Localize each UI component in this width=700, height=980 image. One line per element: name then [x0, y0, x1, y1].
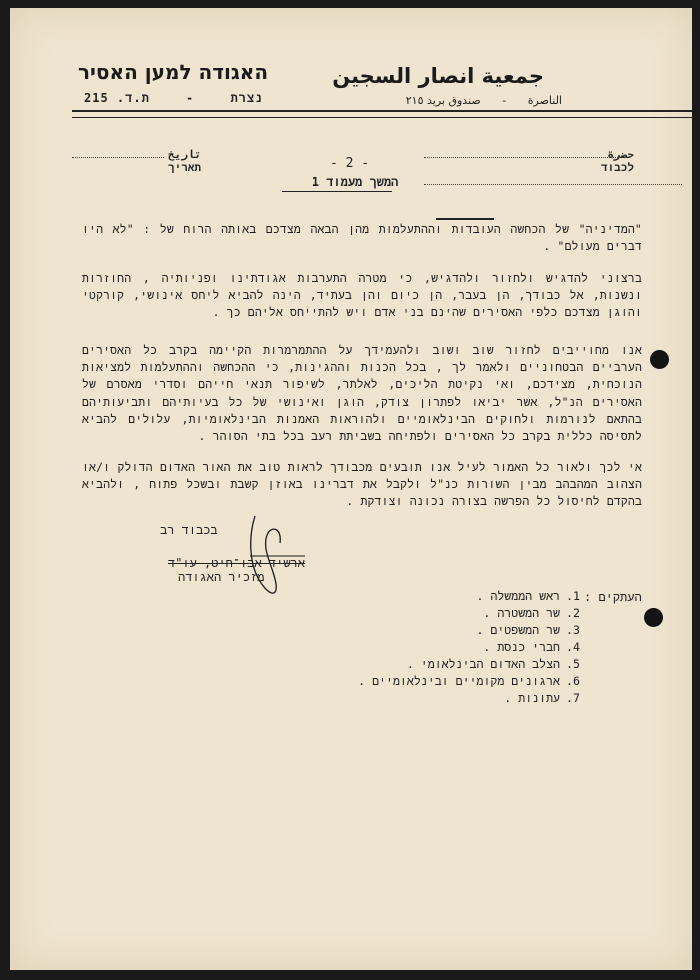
paragraph-3: אנו מחוייבים לחזור שוב ושוב ולהעמידך על ההתמרמרות הקיימה בקרב כל האסירים הערביים הבטחוניים ולאמר לך , בכל הכנות וההגינות, כי ההכחשה וההתעלמות למציאות הנוכחית, מצידכם, ואי נקיטת הליכים, לאלתר, לשיפור תנאי חייהם וסדרי מאסרם של האסירים הנ"ל, אשר יביאו לפתרון צודק, הוגן ואינושי של כל בעיותיהם ותביעותיהם בהתאם לנורמות ולחוקים הבינלאומיים ולהוראות האמנות הבינלאומיות, עלולים להביא לתסיסה כללית בקרב כל האסירים ולפתיחה בשביתת רעב בכל בתי הסוהר . — [82, 343, 642, 444]
copies-label: העתקים : — [584, 590, 642, 604]
list-item: 2.שר המשטרה . — [483, 606, 580, 620]
continuation-note: המשך מעמוד 1 — [311, 175, 399, 189]
letterhead-arabic-address: الناصرة - صندوق بريد ٢١٥ — [405, 94, 562, 107]
date-label-ar: تاريخ — [168, 148, 202, 161]
letterhead-rule-thin — [72, 117, 692, 118]
punch-hole-bottom — [644, 608, 663, 627]
page-number: - 2 - — [330, 156, 370, 171]
hebrew-city: נצרת — [230, 91, 264, 105]
letterhead-hebrew-address: ת.ד. 215 - נצרת — [84, 91, 264, 105]
list-item: 7.עתונות . — [504, 691, 580, 705]
date-label-he: תאריך — [168, 161, 202, 174]
paragraph-2: ברצוני להדגיש ולחזור ולהדגיש, כי מטרה התערבות אגודתינו ופניותיה , החוזרות ונשנות, אל כבודך, הן בעבר, הן כיום והן בעתיד, הינה להביא ליחס אינושי, קורקטי והוגן מצדכם כלפי האסירים שהינם בני אדם ויש להתייחס אליהם כך . — [82, 271, 642, 320]
letterhead-arabic-name: جمعية انصار السجين — [332, 64, 544, 88]
letterhead-hebrew-name: האגודה למען האסיר — [78, 60, 269, 84]
list-item: 4.חברי כנסת . — [483, 640, 580, 654]
arabic-city: الناصرة — [527, 94, 562, 107]
punch-hole-top — [650, 350, 669, 369]
reference-mark — [436, 218, 494, 220]
continuation-underline — [282, 191, 392, 192]
hebrew-pobox: ת.ד. 215 — [84, 91, 150, 105]
arabic-pobox: صندوق بريد ٢١٥ — [405, 94, 481, 107]
closing: בכבוד רב — [160, 523, 218, 537]
paragraph-1: "המדיניה" של הכחשה העובדות וההתעלמות מהן הבאה מצדכם באותה הרוח של : "לא היו דברים מעולם" . — [82, 222, 642, 254]
copies-list — [310, 588, 580, 707]
list-item: 3.שר המשפטים . — [476, 623, 580, 637]
list-item: 5.הצלב האדום הבינלאומי . — [406, 657, 580, 671]
signatory-name: ארשיד אבו־חיט, עו"ד — [168, 556, 305, 570]
letter-page — [10, 8, 692, 970]
addressee-line-2 — [424, 184, 682, 185]
list-item: 6.ארגונים מקומיים ובינלאומיים . — [358, 674, 580, 688]
honor-label-ar: حضرة — [607, 148, 634, 161]
addressee-line-1 — [424, 157, 620, 158]
list-item: 1.ראש הממשלה . — [476, 589, 580, 603]
honor-label-he: לכבוד — [600, 161, 634, 174]
signatory-title: מזכיר האגודה — [178, 570, 265, 584]
letterhead-rule-thick — [72, 110, 692, 112]
date-line — [72, 157, 164, 158]
paragraph-4: אי לכך ולאור כל האמור לעיל אנו תובעים מכבודך לראות טוב את האור האדום הדולק ו/או הצהוב המהבהב מבין השורות כנ"ל ולקבל את דברינו באוזן קשבת ובשכל פתוח , ולהביא בהקדם לחיסול כל הפרשה בצורה נכונה וצודקת . — [82, 460, 642, 509]
